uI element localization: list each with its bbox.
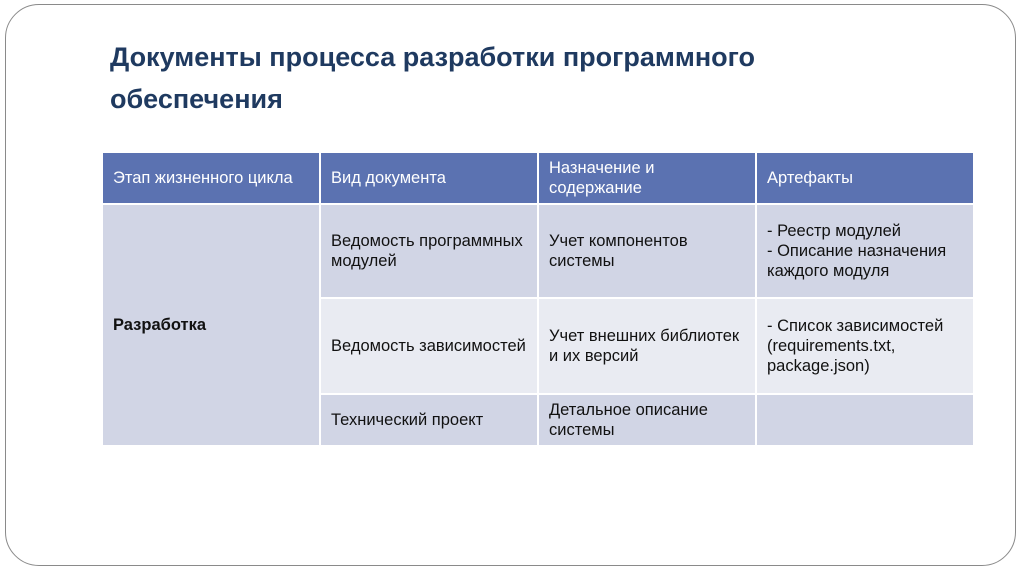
artifact-item: - Список зависимостей (requirements.txt, package.json) [767,317,944,375]
table-row [102,204,974,298]
header-stage: Этап жизненного цикла [102,152,320,204]
artifacts-cell [756,298,974,394]
doc-cell: Ведомость программных модулей [320,204,538,298]
documents-table [101,151,975,447]
artifacts-cell [756,394,974,446]
header-artifacts: Артефакты [756,152,974,204]
header-doc-type: Вид документа [320,152,538,204]
table-header-row [102,152,974,204]
slide-title: Документы процесса разработки программного обеспечения [110,42,756,114]
purpose-cell: Детальное описание системы [538,394,756,446]
header-purpose: Назначение и содержание [538,152,756,204]
purpose-cell: Учет компонентов системы [538,204,756,298]
stage-cell: Разработка [102,204,320,446]
artifact-item: - Описание назначения каждого модуля [767,242,947,280]
purpose-cell: Учет внешних библиотек и их версий [538,298,756,394]
artifact-item: - Реестр модулей [767,222,901,240]
doc-cell: Технический проект [320,394,538,446]
doc-cell: Ведомость зависимостей [320,298,538,394]
artifacts-cell [756,204,974,298]
